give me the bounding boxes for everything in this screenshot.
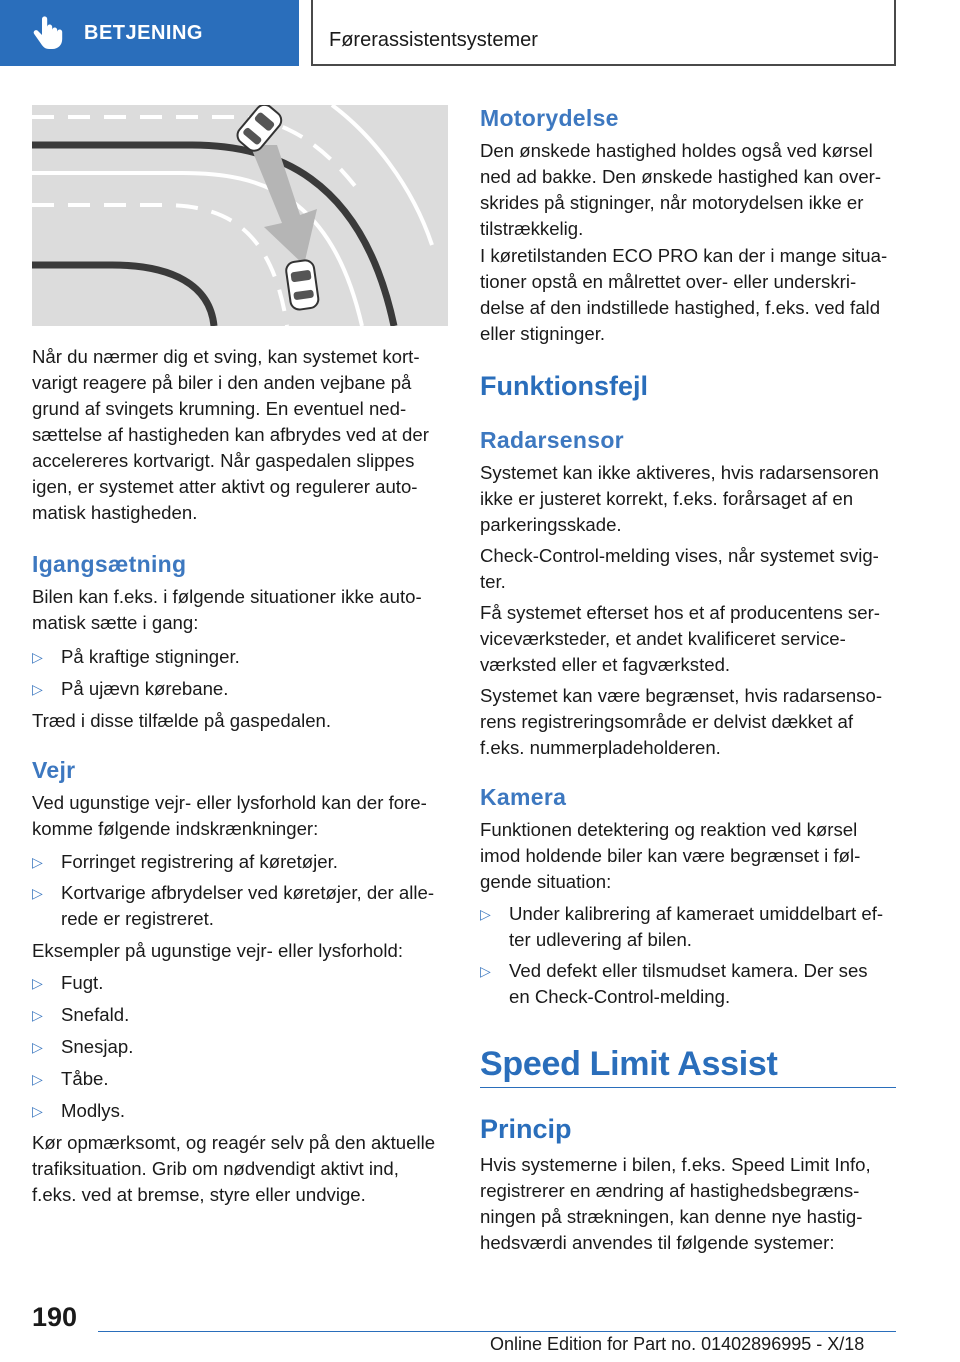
radar-p3: Få systemet efterset hos et af producentens ser- viceværksteder, et andet kvalificeret service- værksted eller et fagværksted.	[480, 602, 880, 675]
bullet-triangle-icon: ▷	[32, 975, 43, 991]
bullet-triangle-icon: ▷	[32, 854, 43, 870]
kamera-paragraph: Funktionen detektering og reaktion ved kørsel imod holdende biler kan være begrænset i føl- gende situation:	[480, 819, 861, 892]
igangsaetning-after: Træd i disse tilfælde på gaspedalen.	[32, 710, 332, 731]
footer-rule	[98, 1331, 896, 1332]
chapter-label: BETJENING	[84, 21, 203, 44]
bullet-triangle-icon: ▷	[32, 1039, 43, 1055]
radar-p4: Systemet kan være begrænset, hvis radarsenso- rens registreringsområde er delvist dækket af f.eks. nummerpladeholderen.	[480, 685, 883, 758]
heading-rule	[480, 1087, 896, 1088]
radar-p1: Systemet kan ikke aktiveres, hvis radarsensoren ikke er justeret korrekt, f.eks. forårsaget af en parkeringsskade.	[480, 462, 879, 535]
bullet-triangle-icon: ▷	[32, 885, 43, 901]
heading-igangsaetning: Igangsætning	[32, 551, 187, 577]
curve-illustration	[32, 105, 448, 326]
section-header	[311, 0, 896, 66]
radar-p2: Check-Control-melding vises, når systemet svig- ter.	[480, 545, 879, 592]
bullet-triangle-icon: ▷	[480, 963, 491, 979]
princip-paragraph: Hvis systemerne i bilen, f.eks. Speed Limit Info, registrerer en ændring af hastighedsbegræns- ningen på strækningen, kan denne nye hastig- hedsværdi anvendes til følgende systemer:	[480, 1154, 871, 1253]
vejr-paragraph: Ved ugunstige vejr- eller lysforhold kan der fore- komme følgende indskrænkninger:	[32, 792, 427, 839]
page-number: 190	[32, 1302, 78, 1332]
hand-pointer-icon	[26, 11, 70, 55]
igangsaetning-paragraph: Bilen kan f.eks. i følgende situationer ikke auto- matisk sætte i gang:	[32, 586, 422, 633]
heading-vejr: Vejr	[32, 757, 76, 783]
heading-motorydelse: Motorydelse	[480, 105, 619, 131]
motorydelse-p2: I køretilstanden ECO PRO kan der i mange situa- tioner opstå en målrettet over- eller underskri- delse af den indstillede hastighed, f.eks. ved fald eller stigninger.	[480, 245, 888, 344]
heading-kamera: Kamera	[480, 784, 567, 810]
examples-intro: Eksempler på ugunstige vejr- eller lysforhold:	[32, 940, 404, 961]
bullet-triangle-icon: ▷	[480, 906, 491, 922]
intro-paragraph: Når du nærmer dig et sving, kan systemet kort- varigt reagere på biler i den anden vejbane på grund af svingets krumning. En eventuel ned- sættelse af hastigheden kan afbrydes ved at der accelereres kortvarigt. Når gaspedalen slippes igen, er systemet atter aktivt og regulerer auto- matisk hastigheden.	[32, 346, 429, 523]
footer-edition: Online Edition for Part no. 01402896995 - X/18	[490, 1334, 865, 1354]
bullet-triangle-icon: ▷	[32, 1103, 43, 1119]
heading-funktionsfejl: Funktionsfejl	[480, 371, 648, 401]
bullet-triangle-icon: ▷	[32, 1071, 43, 1087]
section-title: Førerassistentsystemer	[329, 29, 538, 51]
heading-speed-limit-assist: Speed Limit Assist	[480, 1045, 778, 1083]
heading-princip: Princip	[480, 1114, 572, 1144]
heading-radarsensor: Radarsensor	[480, 427, 624, 453]
bullet-triangle-icon: ▷	[32, 1007, 43, 1023]
bullet-triangle-icon: ▷	[32, 649, 43, 665]
chapter-tab	[0, 0, 299, 66]
bullet-triangle-icon: ▷	[32, 681, 43, 697]
motorydelse-p1: Den ønskede hastighed holdes også ved kørsel ned ad bakke. Den ønskede hastighed kan over- skrides på stigninger, når motorydelsen ikke er tilstrækkelig.	[480, 140, 882, 239]
vejr-closing: Kør opmærksomt, og reagér selv på den aktuelle trafiksituation. Grib om nødvendigt aktivt ind, f.eks. ved at bremse, styre eller undvige.	[32, 1132, 436, 1205]
